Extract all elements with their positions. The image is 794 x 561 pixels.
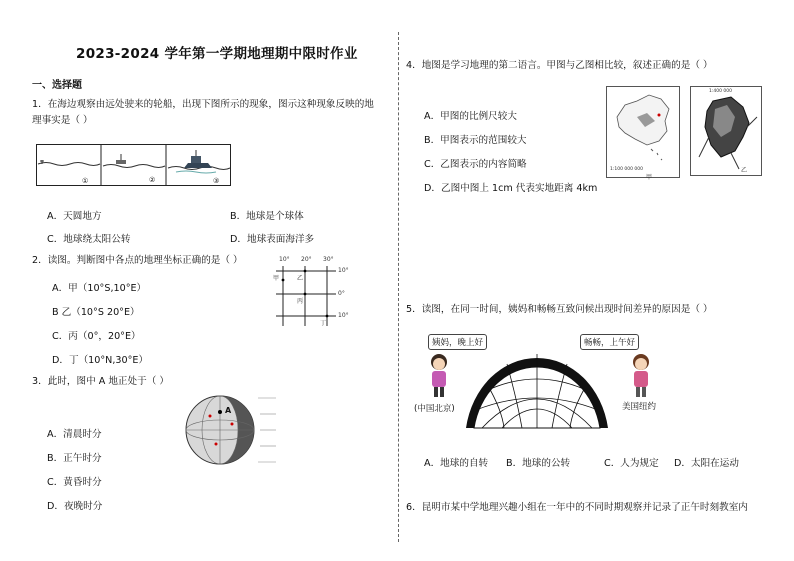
- panel-label-1: ①: [82, 177, 89, 185]
- q4-option-c: C．乙图表示的内容简略: [424, 159, 527, 170]
- q1-option-c: C．地球绕太阳公转: [47, 234, 131, 245]
- place-beijing: (中国北京): [414, 404, 455, 414]
- q1-option-d: D．地球表面海洋多: [230, 234, 315, 245]
- q1-option-a: A．天圆地方: [47, 211, 102, 222]
- q2-stem: 2．读图。判断图中各点的地理坐标正确的是（ ）: [32, 255, 243, 266]
- grid-point-ding: 丁: [320, 320, 327, 327]
- q2-option-b: B 乙（10°S 20°E）: [52, 307, 140, 318]
- map-yi-label: 乙: [741, 167, 748, 174]
- q4-option-d: D．乙图中图上 1cm 代表实地距离 4km: [424, 183, 598, 194]
- q5-option-c: C．人为规定: [604, 458, 659, 469]
- map-jia-scale: 1:100 000 000: [610, 167, 644, 172]
- q3-globe-figure: [180, 384, 280, 472]
- q2-option-d: D．丁（10°N,30°E）: [52, 355, 149, 366]
- grid-point-bing: 丙: [297, 298, 304, 305]
- q6-stem: 6．昆明市某中学地理兴趣小组在一年中的不同时期观察并记录了正午时刻教室内: [406, 502, 748, 513]
- q1-stem-line2: 理事实是（ ）: [32, 115, 93, 126]
- q1-stem-line1: 1．在海边观察由远处驶来的轮船，出现下图所示的现象，图示这种现象反映的地: [32, 99, 374, 110]
- girl-avatar: [424, 352, 454, 398]
- q4-map-jia: [606, 86, 680, 178]
- grid-right-label-2: 0°: [338, 290, 345, 297]
- q3-option-a: A．清晨时分: [47, 429, 102, 440]
- grid-top-label-3: 30°: [323, 256, 334, 263]
- grid-top-label-2: 20°: [301, 256, 312, 263]
- map-jia-label: 甲: [646, 174, 653, 181]
- grid-top-label-1: 10°: [279, 256, 290, 263]
- q3-option-d: D．夜晚时分: [47, 501, 103, 512]
- q5-option-d: D．太阳在运动: [674, 458, 739, 469]
- section-heading: 一、选择题: [32, 80, 82, 91]
- q5-stem: 5．读图，在同一时间，姨妈和畅畅互致问候出现时间差异的原因是（ ）: [406, 304, 713, 315]
- q4-option-b: B．甲图表示的范围较大: [424, 135, 527, 146]
- grid-right-label-1: 10°: [338, 267, 349, 274]
- q4-option-a: A．甲图的比例尺较大: [424, 111, 517, 122]
- q4-map-yi: [690, 86, 762, 176]
- q5-option-b: B．地球的公转: [506, 458, 571, 469]
- q3-option-b: B．正午时分: [47, 453, 102, 464]
- column-divider: [398, 32, 399, 542]
- grid-right-label-3: 10°: [338, 312, 349, 319]
- q3-option-c: C．黄昏时分: [47, 477, 102, 488]
- map-yi-scale: 1:400 000: [709, 89, 732, 94]
- q2-option-a: A．甲（10°S,10°E）: [52, 283, 147, 294]
- speech-bubble-right: 畅畅，上午好: [580, 334, 639, 350]
- panel-label-2: ②: [149, 176, 156, 184]
- q1-option-b: B．地球是个球体: [230, 211, 304, 222]
- grid-point-jia: 甲: [273, 275, 280, 282]
- q2-option-c: C．丙（0°，20°E）: [52, 331, 141, 342]
- globe-point-a-label: A: [225, 406, 232, 415]
- q5-earth-figure: [462, 340, 612, 430]
- page-title: 2023-2024 学年第一学期地理期中限时作业: [76, 46, 358, 62]
- q1-ship-figure: [36, 144, 231, 186]
- speech-bubble-left: 姨妈，晚上好: [428, 334, 487, 350]
- woman-avatar: [626, 352, 656, 398]
- q4-stem: 4．地图是学习地理的第二语言。甲图与乙图相比较，叙述正确的是（ ）: [406, 60, 713, 71]
- grid-point-yi: 乙: [297, 275, 304, 282]
- q2-coordinate-grid: [268, 256, 358, 328]
- panel-label-3: ③: [213, 177, 220, 185]
- q3-stem: 3．此时，图中 A 地正处于（ ）: [32, 376, 169, 387]
- q5-option-a: A．地球的自转: [424, 458, 489, 469]
- place-newyork: 美国纽约: [622, 402, 657, 412]
